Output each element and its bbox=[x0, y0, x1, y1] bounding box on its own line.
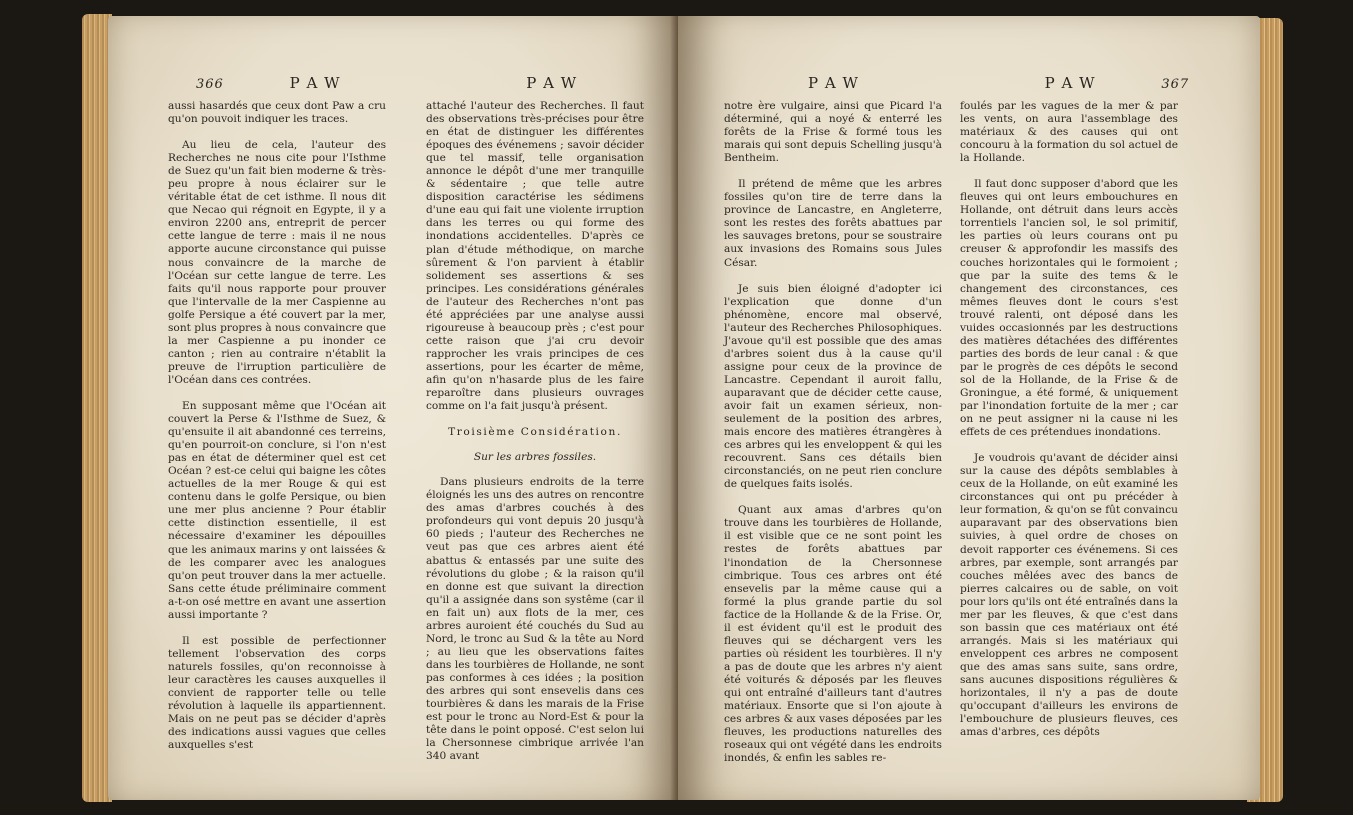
column-1 bbox=[168, 100, 386, 765]
paragraph: Il est possible de perfectionner tellement l'observation des corps naturels fossiles, qu'on reconnoisse à leur caractères les causes auxquelles il convient de rapporter telle ou telle révolution à laquelle ils appartiennent. Mais on ne peut pas se décider d'après des indications aussi vagues que celles auxquelles s'est bbox=[168, 634, 386, 752]
paragraph: Il faut donc supposer d'abord que les fleuves qui ont leurs embouchures en Hollande, ont détruit dans leurs accès torrentiels l'ancien sol, le sol primitif, les parties où leurs courans ont pu creuser & approfondir les massifs des couches horizontales qui le formoient ; que par la suite des tems & le changement des circonstances, ces mêmes fleuves dont le cours s'est trouvé ralenti, ont déposé dans les vuides occasionnés par les destructions des matières détachées des différentes parties des bords de leur canal : & que par le progrès de ces dépôts le second sol de la Hollande, de la Frise & de Groningue, a été formé, & uniquement par l'inondation fortuite de la mer ; car on ne peut assigner ni la cause ni les effets de ces prétendues inondations. bbox=[960, 178, 1178, 439]
paragraph: Je suis bien éloigné d'adopter ici l'explication que donne d'un phénomène, encore mal observé, l'auteur des Recherches Philosophiques. J'avoue qu'il est possible que des amas d'arbres soient dus à la cause qu'il assigne pour ceux de la province de Lancastre. Cependant il auroit fallu, auparavant que de décider cette cause, avoir fait un examen sérieux, non-seulement de la position des arbres, mais encore des matières étrangères à ces arbres qui les enveloppent & qui les recouvrent. Sans ces détails bien circonstanciés, on ne peut rien conclure de quelques faits isolés. bbox=[724, 282, 942, 491]
left-page bbox=[108, 16, 678, 800]
right-page-header bbox=[808, 74, 1189, 92]
paragraph: Quant aux amas d'arbres qu'on trouve dans les tourbières de Hollande, il est visible que ce ne sont point les restes de forêts abattues par l'inondation de la Chersonnese cimbrique. Tous ces arbres ont été ensevelis par la même cause qui a formé la plus grande partie du sol factice de la Hollande & de la Frise. Or, il est évident qu'il est le produit des fleuves qui se déchargent vers les parties où résident les tourbières. Il n'y a pas de doute que les arbres n'y aient été voiturés & déposés par les fleuves qui ont entraîné d'ailleurs tant d'autres matériaux. Ensorte que si l'on ajoute à ces arbres & aux vases déposées par les fleuves, les productions naturelles des roseaux qui ont végété dans les endroits inondés, & enfin les sables re- bbox=[724, 504, 942, 765]
left-page-header bbox=[196, 74, 577, 92]
column-2 bbox=[426, 100, 644, 776]
section-title: Troisième Considération. bbox=[448, 426, 622, 439]
paragraph: Il prétend de même que les arbres fossiles qu'on tire de terre dans la province de Lancastre, en Angleterre, sont les restes des forêts abattues par les sauvages bretons, pour se soustraire aux invasions des Romains sous Jules César. bbox=[724, 178, 942, 269]
column-1 bbox=[724, 100, 942, 778]
paragraph: notre ère vulgaire, ainsi que Picard l'a déterminé, qui a noyé & enterré les forêts de la Frise & formé tous les marais qui sont depuis Schelling jusqu'à Bentheim. bbox=[724, 100, 942, 165]
paragraph: Je voudrois qu'avant de décider ainsi sur la cause des dépôts semblables à ceux de la Hollande, on eût examiné les circonstances qui ont pu précéder à leur formation, & qu'on se fût convaincu auparavant par des observations bien suivies, à quel ordre de choses on devoit rapporter ces événemens. Si ces arbres, par exemple, sont arrangés par couches mêlées avec des bancs de pierres calcaires ou de sable, on voit pour lors qu'ils ont été entraînés dans la mer par les fleuves, & que c'est dans son bassin que ces matériaux ont été arrangés. Mais si les matériaux qui enveloppent ces arbres ne composent que des amas sans suite, sans ordre, sans aucunes dispositions régulières & horizontales, il n'y a pas de doute qu'occupant d'ailleurs les environs de l'embouchure de plusieurs fleuves, ces amas d'arbres, ces dépôts bbox=[960, 452, 1178, 739]
page-number: 366 bbox=[196, 77, 224, 92]
column-2 bbox=[960, 100, 1178, 752]
right-page bbox=[678, 16, 1260, 800]
paragraph: Au lieu de cela, l'auteur des Recherches ne nous cite pour l'Isthme de Suez qu'un fait bien moderne & très-peu propre à nous éclairer sur le véritable état de cet isthme. Il nous dit que Necao qui régnoit en Egypte, il y a environ 2200 ans, entreprit de percer cette langue de terre : mais il ne nous apporte aucune circonstance qui puisse nous convaincre de la marche de l'Océan sur cette langue de terre. Les faits qu'il nous rapporte pour prouver que l'intervalle de la mer Caspienne au golfe Persique a été couvert par la mer, sont plus propres à nous convaincre que la mer Caspienne a pu inonder ce canton ; rien au contraire n'établit la preuve de l'irruption particulière de l'Océan dans ces contrées. bbox=[168, 139, 386, 386]
paragraph: aussi hasardés que ceux dont Paw a cru qu'on pouvoit indiquer les traces. bbox=[168, 100, 386, 126]
running-head: P A W bbox=[289, 74, 341, 92]
paragraph: En supposant même que l'Océan ait couvert la Perse & l'Isthme de Suez, & qu'ensuite il ait abandonné ces terreins, qu'en pourroit-on conclure, si l'on n'est pas en état de déterminer quel est cet Océan ? est-ce celui qui baigne les côtes actuelles de la mer Rouge & qui est contenu dans le golfe Persique, ou bien une mer plus ancienne ? Pour établir cette distinction essentielle, il est nécessaire d'examiner les dépouilles que les animaux marins y ont laissées & de les comparer avec les analogues qu'on peut trouver dans la mer actuelle. Sans cette étude préliminaire comment a-t-on osé mettre en avant une assertion aussi importante ? bbox=[168, 399, 386, 621]
paragraph: attaché l'auteur des Recherches. Il faut des observations très-précises pour être en état de distinguer les différentes époques des événemens ; savoir décider que tel massif, telle organisation annonce le dépôt d'une mer tranquille & sédentaire ; que telle autre disposition caractérise les sédimens d'une eau qui fait une violente irruption dans les terres ou qui forme des inondations accidentelles. D'après ce plan d'étude méthodique, on marche sûrement & l'on parvient à établir solidement ses assertions & ses principes. Les considérations générales de l'auteur des Recherches n'ont pas été appréciées par une analyse aussi rigoureuse à beaucoup près ; c'est pour cette raison que j'ai cru devoir rapprocher les vrais principes de ces assertions, pour les écarter de même, afin qu'on n'hasarde plus de les faire reparoître dans plusieurs ouvrages comme on l'a fait jusqu'à présent. bbox=[426, 100, 644, 413]
running-head: P A W bbox=[808, 74, 859, 92]
paragraph: Dans plusieurs endroits de la terre éloignés les uns des autres on rencontre des amas d'arbres couchés à des profondeurs qui vont depuis 20 jusqu'à 60 pieds ; l'auteur des Recherches ne veut pas que ces arbres aient été abattus & entassés par une suite des révolutions du globe ; & la raison qu'il en donne est que suivant la direction qu'il a assignée dans son systême (car il en fait un) aux flots de la mer, ces arbres auroient été couchés du Sud au Nord, le tronc au Sud & la tête au Nord ; au lieu que les observations faites dans les tourbières de Hollande, ne sont pas conformes à ces idées ; la position des arbres qui sont ensevelis dans ces tourbières & dans les marais de la Frise est pour le tronc au Nord-Est & pour la tête dans le point opposé. C'est selon lui la Chersonnese cimbrique arrivée l'an 340 avant bbox=[426, 476, 644, 763]
running-head: P A W bbox=[526, 74, 578, 92]
running-head: P A W bbox=[1044, 74, 1096, 92]
paragraph: foulés par les vagues de la mer & par les vents, on aura l'assemblage des matériaux & des causes qui ont concouru à la formation du sol actuel de la Hollande. bbox=[960, 100, 1178, 165]
section-subtitle: Sur les arbres fossiles. bbox=[473, 451, 597, 464]
page-number: 367 bbox=[1161, 77, 1190, 92]
